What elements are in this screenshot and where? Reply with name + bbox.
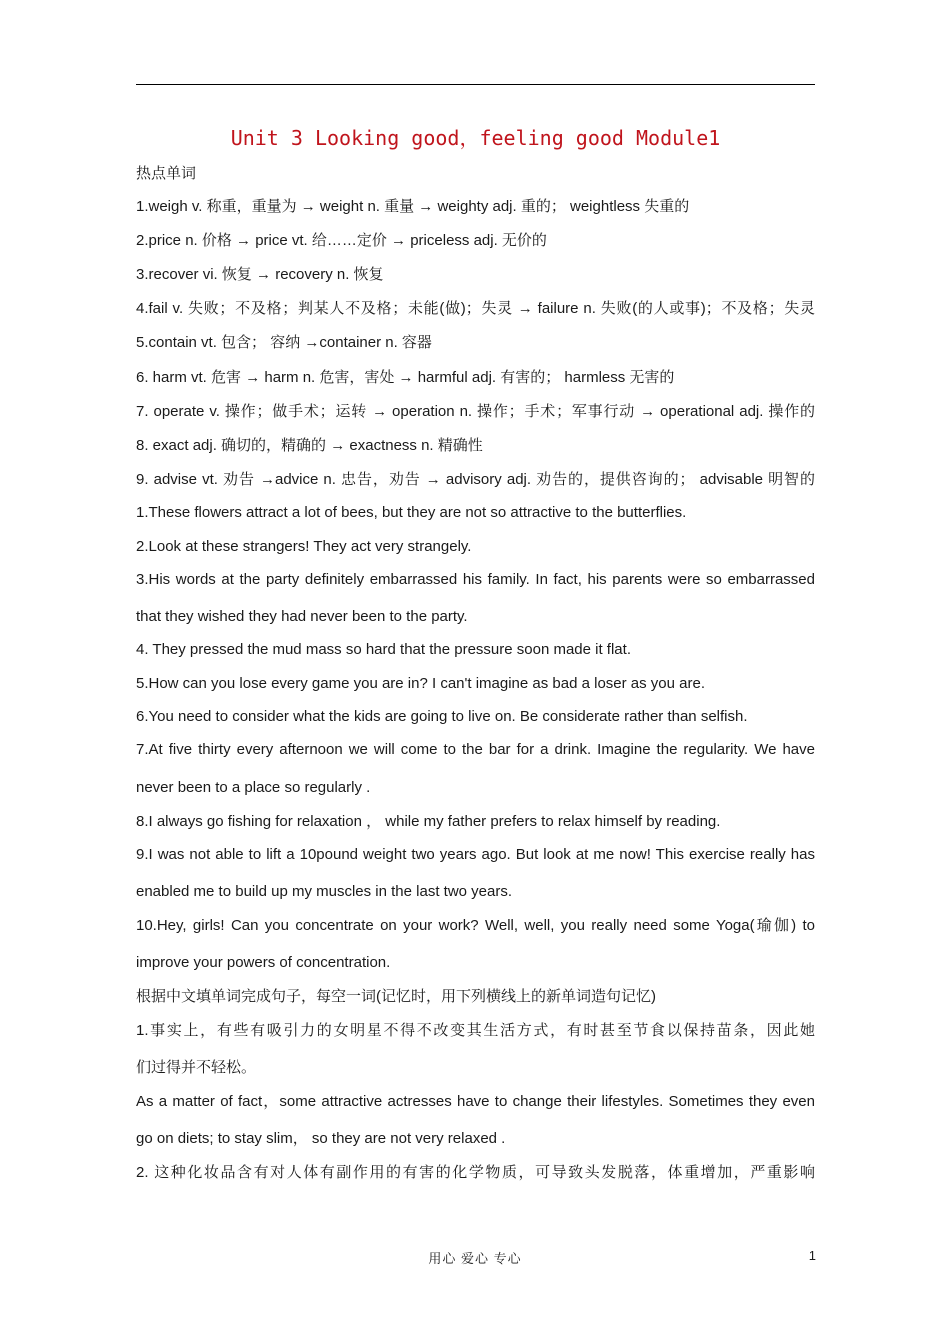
word-list-item: 9. advise vt. 劝告 →advice n. 忠告，劝告 → advisory adj. 劝告的，提供咨询的； advisable 明智的 <box>136 471 815 488</box>
sentence-line: improve your powers of concentration. <box>136 954 391 971</box>
word-list-item: 7. operate v. 操作；做手术；运转 → operation n. 操作；手术；军事行动 → operational adj. 操作的 <box>136 403 815 420</box>
document-title: Unit 3 Looking good，feeling good Module1 <box>230 126 721 150</box>
sentence-line: 3.His words at the party definitely embarrassed his family. In fact, his parents were so embarrassed <box>136 571 815 588</box>
sentence-line: 9.I was not able to lift a 10pound weight two years ago. But look at me now! This exercise really has <box>136 846 815 863</box>
sentence-line: never been to a place so regularly . <box>136 779 371 796</box>
exercise-heading: 根据中文填单词完成句子，每空一词(记忆时，用下列横线上的新单词造句记忆) <box>136 988 656 1005</box>
exercise-line: 2. 这种化妆品含有对人体有副作用的有害的化学物质，可导致头发脱落，体重增加，严重影响 <box>136 1164 815 1181</box>
sentence-line: 6.You need to consider what the kids are going to live on. Be considerate rather than selfish. <box>136 708 748 725</box>
sentence-line: that they wished they had never been to the party. <box>136 608 468 625</box>
exercise-line: go on diets; to stay slim， so they are not very relaxed . <box>136 1130 506 1147</box>
word-list-item: 1.weigh v. 称重，重量为 → weight n. 重量 → weighty adj. 重的； weightless 失重的 <box>136 198 690 215</box>
sentence-line: 1.These flowers attract a lot of bees, but they are not so attractive to the butterflies. <box>136 504 687 521</box>
word-list-item: 6. harm vt. 危害 → harm n. 危害，害处 → harmful adj. 有害的； harmless 无害的 <box>136 369 675 386</box>
header-rule <box>136 84 815 85</box>
section-heading: 热点单词 <box>136 165 197 182</box>
word-list-item: 5.contain vt. 包含； 容纳 →container n. 容器 <box>136 334 432 351</box>
page-number: 1 <box>808 1248 816 1263</box>
word-list-item: 4.fail v. 失败；不及格；判某人不及格；未能(做)；失灵 → failure n. 失败(的人或事)；不及格；失灵 <box>136 300 815 317</box>
word-list-item: 3.recover vi. 恢复 → recovery n. 恢复 <box>136 266 384 283</box>
sentence-line: 5.How can you lose every game you are in? I can't imagine as bad a loser as you are. <box>136 675 706 692</box>
exercise-line: 1.事实上，有些有吸引力的女明星不得不改变其生活方式，有时甚至节食以保持苗条，因此她 <box>136 1022 815 1039</box>
sentence-line: 8.I always go fishing for relaxation ， while my father prefers to relax himself by reading. <box>136 813 721 830</box>
exercise-line: 们过得并不轻松。 <box>136 1059 257 1076</box>
sentence-line: 10.Hey, girls! Can you concentrate on your work? Well, well, you really need some Yoga(瑜伽) to <box>136 917 815 934</box>
footer-motto: 用心 爱心 专心 <box>428 1251 522 1266</box>
sentence-line: 7.At five thirty every afternoon we will come to the bar for a drink. Imagine the regularity. We have <box>136 741 815 758</box>
word-list-item: 8. exact adj. 确切的，精确的 → exactness n. 精确性 <box>136 437 483 454</box>
sentence-line: enabled me to build up my muscles in the last two years. <box>136 883 513 900</box>
sentence-line: 4. They pressed the mud mass so hard that the pressure soon made it flat. <box>136 641 631 658</box>
exercise-line: As a matter of fact，some attractive actresses have to change their lifestyles. Sometimes they even <box>136 1093 815 1110</box>
sentence-line: 2.Look at these strangers! They act very strangely. <box>136 538 472 555</box>
word-list-item: 2.price n. 价格 → price vt. 给……定价 → priceless adj. 无价的 <box>136 232 547 249</box>
